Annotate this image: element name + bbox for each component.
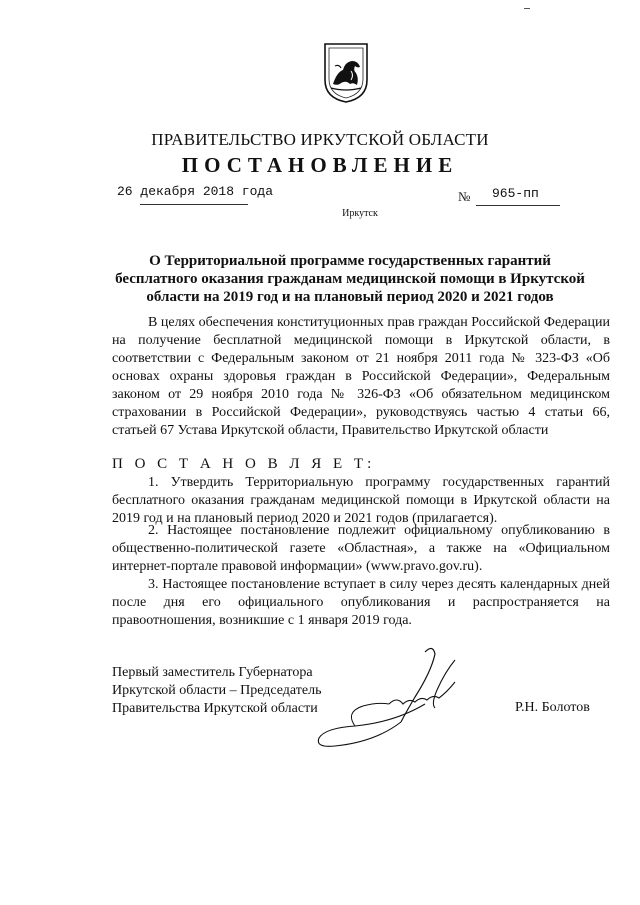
date-underline xyxy=(140,204,248,205)
decree-title: О Территориальной программе государственных гарантий бесплатного оказания гражданам медицинской помощи в Иркутской области на 2019 год и на плановый период 2020 и 2021 годов xyxy=(115,253,585,305)
number-sign: № xyxy=(458,189,471,204)
item-1-paragraph: 1. Утвердить Территориальную программу государственных гарантий бесплатного оказания гражданам медицинской помощи в Иркутской области на 2019 год и на плановый период 2020 и 2021 годов (прилагается). xyxy=(112,475,610,526)
document-type: ПОСТАНОВЛЕНИЕ xyxy=(181,153,459,177)
item-3-paragraph: 3. Настоящее постановление вступает в силу через десять календарных дней после дня его официального опубликования и распространяется на правоотношения, возникшие с 1 января 2019 года. xyxy=(112,577,610,628)
resolves-heading: П О С Т А Н О В Л Я Е Т: xyxy=(112,456,376,472)
city-name: Иркутск xyxy=(342,208,378,219)
handwritten-signature xyxy=(305,642,480,757)
signatory-title xyxy=(112,664,321,718)
signatory-title-line-1: Первый заместитель Губернатора xyxy=(112,665,313,680)
decree-date: 26 декабря 2018 года xyxy=(117,184,274,199)
scan-mark xyxy=(524,8,530,9)
decree-number: 965-пп xyxy=(492,186,539,201)
coat-of-arms-icon xyxy=(323,42,369,104)
signatory-name: Р.Н. Болотов xyxy=(515,700,590,715)
preamble-paragraph: В целях обеспечения конституционных прав граждан Российской Федерации на получение бесплатной медицинской помощи в Иркутской области, в соответствии с Федеральным законом от 21 ноября 2011 года № 323-ФЗ «Об основах охраны здоровья граждан в Российской Федерации», Федеральным законом от 29 ноября 2010 года № 326-ФЗ «Об обязательном медицинском страховании в Российской Федерации», руководствуясь частью 4 статьи 66, статьей 67 Устава Иркутской области, Правительство Иркутской области xyxy=(112,315,610,438)
number-underline xyxy=(476,205,560,206)
government-name: ПРАВИТЕЛЬСТВО ИРКУТСКОЙ ОБЛАСТИ xyxy=(151,130,489,149)
signatory-title-line-3: Правительства Иркутской области xyxy=(112,701,318,716)
item-2-paragraph: 2. Настоящее постановление подлежит официальному опубликованию в общественно-политической газете «Областная», а также на «Официальном интернет-портале правовой информации» (www.pravo.gov.ru). xyxy=(112,523,610,574)
signatory-title-line-2: Иркутской области – Председатель xyxy=(112,683,322,698)
